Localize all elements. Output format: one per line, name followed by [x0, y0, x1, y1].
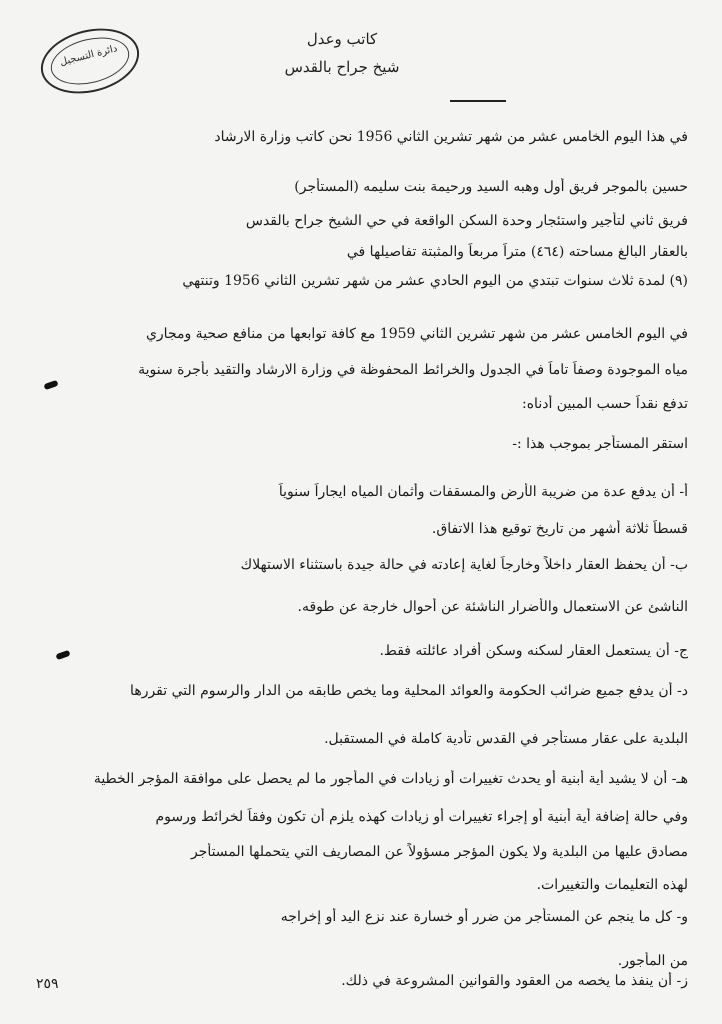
body-line: في اليوم الخامس عشر من شهر تشرين الثاني 1959 مع كافة توابعها من منافع صحية ومجاري: [145, 326, 688, 342]
body-line: هـ- أن لا يشيد أية أبنية أو يحدث تغييرات أو زيادات في المأجور ما لم يحصل على موافقة المؤجر الخطية: [93, 771, 688, 787]
body-line: فريق ثاني لتأجير واستئجار وحدة السكن الواقعة في حي الشيخ جراح بالقدس: [245, 213, 688, 229]
body-line: وفي حالة إضافة أية أبنية أو إجراء تغييرات أو زيادات كهذه يلزم أن تكون وفقاً لخرائط ورسوم: [155, 809, 688, 825]
body-line: مياه الموجودة وصفاً تاماً في الجدول والخرائط المحفوظة في وزارة الارشاد والتقيد بأجرة سنوية: [138, 362, 688, 378]
body-line: تدفع نقداً حسب المبين أدناه:: [522, 396, 688, 412]
body-line: ز- أن ينفذ ما يخصه من العقود والقوانين المشروعة في ذلك.: [341, 973, 688, 989]
body-line: و- كل ما ينجم عن المستأجر من ضرر أو خسارة عند نزع اليد أو إخراجه: [280, 909, 688, 925]
body-line: من المأجور.: [617, 953, 688, 969]
body-line: حسين بالموجر فريق أول وهبه السيد ورحيمة بنت سليمه (المستأجر): [294, 179, 688, 195]
body-line: ج- أن يستعمل العقار لسكنه وسكن أفراد عائلته فقط.: [379, 643, 688, 659]
body-line: أ- أن يدفع عدة من ضريبة الأرض والمسقفات وأثمان المياه ايجاراً سنوياً: [278, 484, 688, 500]
body-line: مصادق عليها من البلدية ولا يكون المؤجر مسؤولاً عن المصاريف التي يتحملها المستأجر: [190, 844, 688, 860]
page-number: ٢٥٩: [36, 976, 59, 992]
body-line: بالعقار البالغ مساحته (٤٦٤) متراً مربعاً والمثبتة تفاصيلها في: [346, 244, 688, 260]
official-stamp: [34, 19, 146, 103]
header-line-2: شيخ جراح بالقدس: [284, 58, 400, 76]
header-line-1: كاتب وعدل: [306, 30, 378, 48]
body-line: في هذا اليوم الخامس عشر من شهر تشرين الثاني 1956 نحن كاتب وزارة الارشاد: [214, 129, 688, 145]
body-line: قسطاً ثلاثة أشهر من تاريخ توقيع هذا الاتفاق.: [431, 521, 688, 537]
body-line: البلدية على عقار مستأجر في القدس تأدية كاملة في المستقبل.: [324, 731, 688, 747]
ink-mark: [43, 380, 58, 390]
body-line: الناشئ عن الاستعمال والأضرار الناشئة عن أحوال خارجة عن طوقه.: [297, 599, 688, 615]
header-underline: [450, 100, 506, 102]
body-line: د- أن يدفع جميع ضرائب الحكومة والعوائد المحلية وما يخص طابقه من الدار والرسوم التي تقررها: [130, 683, 688, 699]
body-line: ب- أن يحفظ العقار داخلاً وخارجاً لغاية إعادته في حالة جيدة باستثناء الاستهلاك: [240, 557, 688, 573]
body-line: (٩) لمدة ثلاث سنوات تبتدي من اليوم الحادي عشر من شهر تشرين الثاني 1956 وتنتهي: [182, 273, 688, 289]
body-line: استقر المستأجر بموجب هذا :-: [512, 436, 688, 452]
stamp-text: دائرة التسجيل: [58, 43, 119, 69]
body-line: لهذه التعليمات والتغييرات.: [536, 877, 688, 893]
